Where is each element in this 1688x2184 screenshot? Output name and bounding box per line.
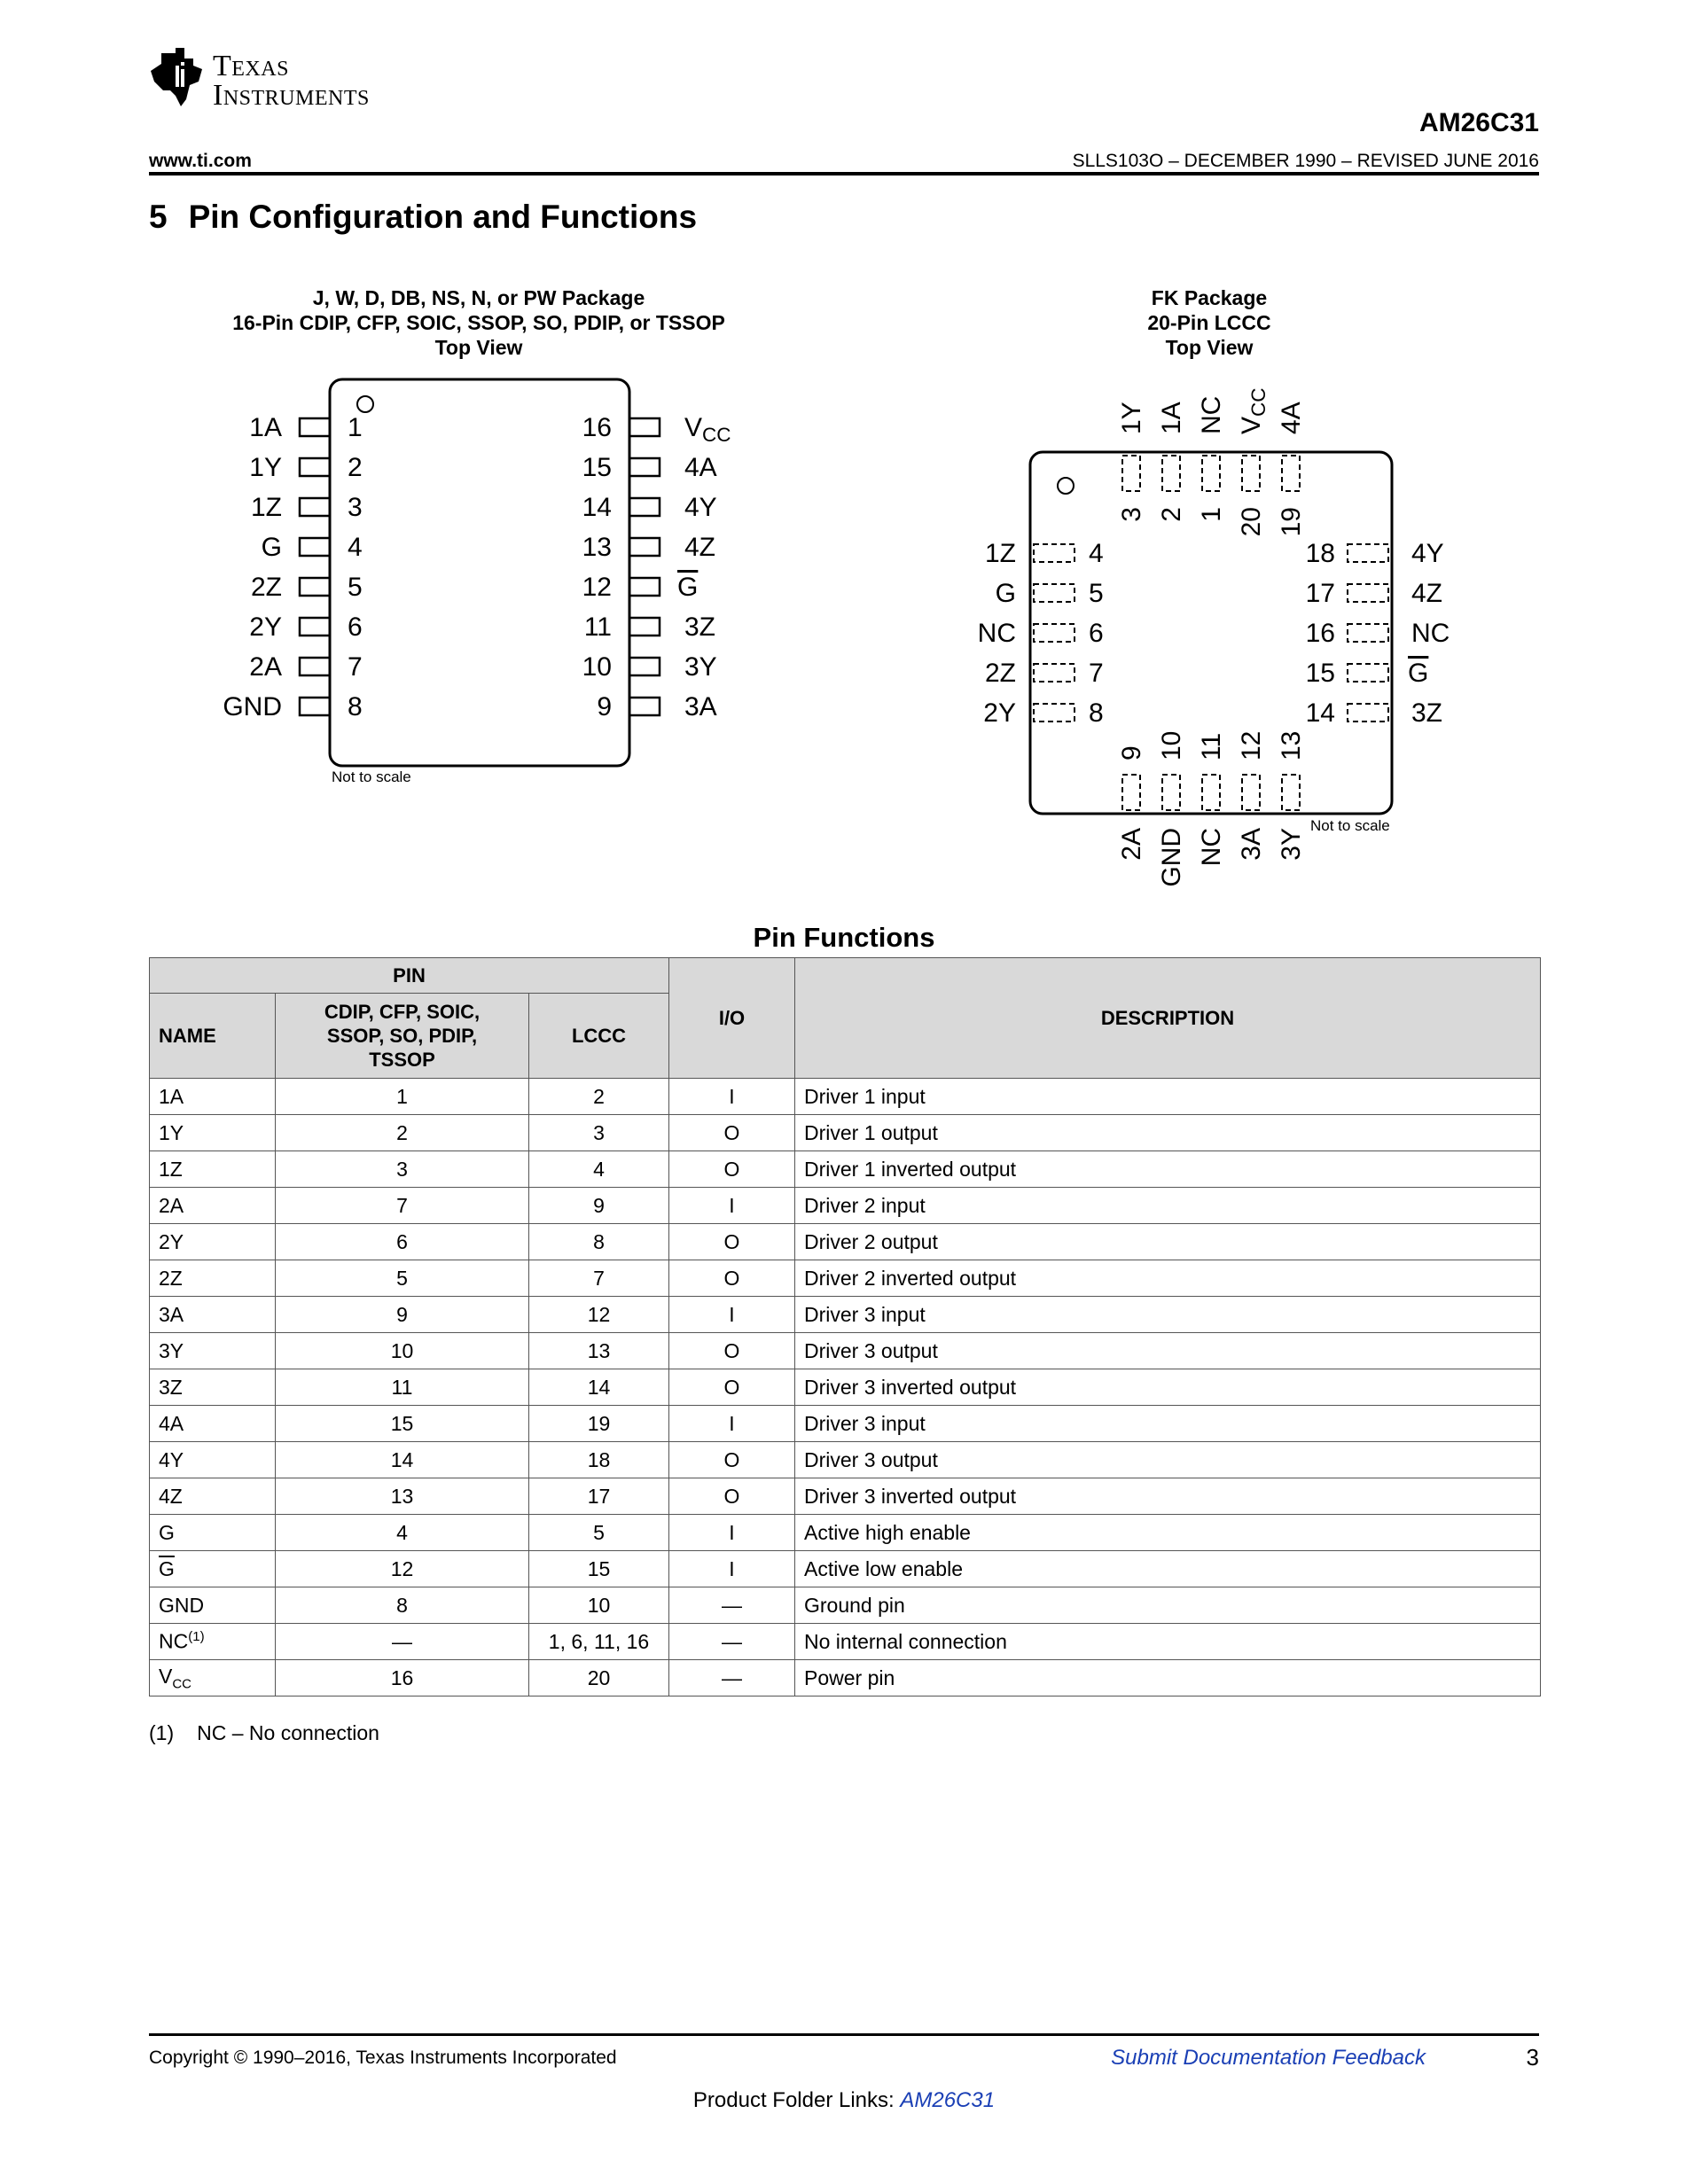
logo-line1: Texas bbox=[213, 50, 289, 82]
pin-name-cell: G bbox=[150, 1515, 276, 1551]
fk-pin-name: 1Z bbox=[984, 539, 1016, 568]
dip-pin-lead bbox=[300, 698, 330, 715]
dip-pin-lead bbox=[629, 458, 660, 476]
dip-pin-group bbox=[223, 413, 731, 722]
io-cell: O bbox=[669, 1478, 795, 1515]
lccc-pin-cell: 10 bbox=[529, 1587, 669, 1624]
dip-pin-cell: 15 bbox=[276, 1406, 529, 1442]
lccc-pin-cell: 3 bbox=[529, 1115, 669, 1151]
pin-name-cell: 2Z bbox=[150, 1260, 276, 1297]
io-cell: I bbox=[669, 1188, 795, 1224]
dip-pin-name: 3Z bbox=[684, 612, 716, 642]
fk-pin-name: 2A bbox=[1117, 828, 1146, 861]
dip-pin-number: 13 bbox=[582, 533, 612, 562]
dip-pin-cell: 1 bbox=[276, 1079, 529, 1115]
table-row bbox=[150, 1151, 1541, 1188]
dip-pin-name: 1Z bbox=[250, 493, 282, 522]
io-cell: O bbox=[669, 1333, 795, 1369]
page-number: 3 bbox=[1526, 2044, 1539, 2071]
table-row bbox=[150, 1406, 1541, 1442]
io-cell: — bbox=[669, 1624, 795, 1660]
product-links-label: Product Folder Links: bbox=[692, 2088, 901, 2112]
description-cell: Ground pin bbox=[795, 1587, 1541, 1624]
fk-pin-group bbox=[978, 387, 1450, 886]
pin-name-cell: 3A bbox=[150, 1297, 276, 1333]
description-cell: No internal connection bbox=[795, 1624, 1541, 1660]
fk-pin-pad bbox=[1348, 624, 1388, 642]
fk-pin-name: 3Z bbox=[1411, 698, 1443, 728]
io-cell: — bbox=[669, 1660, 795, 1696]
dip-pin-cell: 7 bbox=[276, 1188, 529, 1224]
dip-pin-name: 1A bbox=[249, 413, 282, 442]
description-cell: Driver 2 input bbox=[795, 1188, 1541, 1224]
lccc-pin-cell: 7 bbox=[529, 1260, 669, 1297]
dip-pin-cell: 12 bbox=[276, 1551, 529, 1587]
fk-pin-name: G bbox=[995, 579, 1016, 608]
dip-pin-name: 4Z bbox=[684, 533, 716, 562]
fk-pin-pad bbox=[1034, 704, 1075, 722]
description-cell: Active low enable bbox=[795, 1551, 1541, 1587]
lccc-pin-cell: 18 bbox=[529, 1442, 669, 1478]
dip-title-line2: 16-Pin CDIP, CFP, SOIC, SSOP, SO, PDIP, or TSSOP bbox=[232, 311, 725, 334]
pin-name-cell: 3Y bbox=[150, 1333, 276, 1369]
dip-header-line3: TSSOP bbox=[369, 1049, 435, 1071]
dip-not-to-scale: Not to scale bbox=[332, 768, 411, 785]
fk-pin-pad bbox=[1282, 775, 1300, 810]
dip-pin-number: 1 bbox=[348, 413, 363, 442]
lccc-pin-cell: 15 bbox=[529, 1551, 669, 1587]
copyright: Copyright © 1990–2016, Texas Instruments Incorporated bbox=[149, 2048, 617, 2068]
lccc-pin-cell: 2 bbox=[529, 1079, 669, 1115]
pin-functions-table bbox=[149, 957, 1541, 1696]
dip-pin-lead bbox=[629, 538, 660, 556]
fk-pin-pad bbox=[1034, 544, 1075, 562]
fk-pin-number: 19 bbox=[1277, 507, 1306, 537]
dip-pin-lead bbox=[629, 698, 660, 715]
table-row bbox=[150, 1515, 1541, 1551]
fk-pin-pad bbox=[1348, 664, 1388, 682]
lccc-pin-cell: 9 bbox=[529, 1188, 669, 1224]
dip-pin-lead bbox=[629, 658, 660, 675]
dip-pin-name: 3A bbox=[684, 692, 717, 722]
footnote-text: NC – No connection bbox=[197, 1721, 379, 1744]
dip-pin-name: $V_{CC}$ bbox=[684, 413, 731, 446]
io-cell: O bbox=[669, 1369, 795, 1406]
fk-pin-pad bbox=[1162, 456, 1180, 491]
dip-pin-lead bbox=[629, 418, 660, 436]
description-cell: Driver 2 output bbox=[795, 1224, 1541, 1260]
fk-pin-number: 2 bbox=[1157, 507, 1186, 522]
fk-pin-pad bbox=[1348, 544, 1388, 562]
io-cell: I bbox=[669, 1297, 795, 1333]
fk-pin-number: 14 bbox=[1305, 698, 1335, 728]
dip-pin-number: 11 bbox=[583, 612, 612, 642]
pin-name-cell: 4Y bbox=[150, 1442, 276, 1478]
fk-pin-name: 3Y bbox=[1277, 828, 1306, 861]
fk-pin-number: 15 bbox=[1305, 659, 1335, 688]
fk-title-line2: 20-Pin LCCC bbox=[1147, 311, 1271, 334]
pin-functions-body bbox=[150, 1079, 1541, 1696]
fk-pin-name: $V_{CC}$ bbox=[1237, 387, 1270, 434]
dip-pin-cell: 3 bbox=[276, 1151, 529, 1188]
description-cell: Power pin bbox=[795, 1660, 1541, 1696]
description-cell: Active high enable bbox=[795, 1515, 1541, 1551]
fk-pin-pad bbox=[1202, 775, 1220, 810]
fk-pin-name: 4A bbox=[1277, 402, 1306, 434]
revision-info: SLLS103O – DECEMBER 1990 – REVISED JUNE 2016 bbox=[1072, 151, 1539, 171]
fk-pin-number: 16 bbox=[1305, 619, 1335, 648]
fk-pin-pad bbox=[1282, 456, 1300, 491]
fk-pin-name: NC bbox=[1197, 828, 1226, 867]
section-heading: Pin Configuration and Functions bbox=[188, 199, 698, 235]
lccc-pin-cell: 17 bbox=[529, 1478, 669, 1515]
dip-pin-cell: 13 bbox=[276, 1478, 529, 1515]
description-cell: Driver 3 inverted output bbox=[795, 1478, 1541, 1515]
table-row bbox=[150, 1624, 1541, 1660]
io-cell: I bbox=[669, 1515, 795, 1551]
product-link[interactable]: AM26C31 bbox=[900, 2088, 996, 2112]
fk-pin-pad bbox=[1242, 456, 1260, 491]
fk-pin-number: 7 bbox=[1089, 659, 1104, 688]
dip-pin-number: 4 bbox=[348, 533, 363, 562]
fk-pin-number: 6 bbox=[1089, 619, 1104, 648]
pin-name-cell: 1Z bbox=[150, 1151, 276, 1188]
fk-pin-name: NC bbox=[1411, 619, 1450, 648]
fk-pin-pad bbox=[1162, 775, 1180, 810]
io-cell: O bbox=[669, 1151, 795, 1188]
fk-pin-name: NC bbox=[977, 619, 1016, 648]
fk-title-line1: FK Package bbox=[1151, 286, 1268, 309]
dip-pin1-marker bbox=[357, 396, 373, 412]
dip-pin-lead bbox=[300, 578, 330, 596]
pin-name-cell: 1A bbox=[150, 1079, 276, 1115]
dip-pin-name: 2A bbox=[249, 652, 282, 682]
lccc-pin-cell: 19 bbox=[529, 1406, 669, 1442]
dip-pin-lead bbox=[300, 458, 330, 476]
dip-pin-cell: 6 bbox=[276, 1224, 529, 1260]
pin-header: PIN bbox=[150, 958, 669, 994]
description-cell: Driver 3 input bbox=[795, 1406, 1541, 1442]
fk-pin-name: G bbox=[1408, 659, 1429, 688]
fk-pin1-marker bbox=[1058, 478, 1074, 494]
dip-pin-number: 14 bbox=[582, 493, 612, 522]
pin-name-cell: 2Y bbox=[150, 1224, 276, 1260]
dip-pin-cell: 9 bbox=[276, 1297, 529, 1333]
fk-pin-number: 8 bbox=[1089, 698, 1104, 728]
table-row bbox=[150, 1260, 1541, 1297]
description-cell: Driver 3 output bbox=[795, 1442, 1541, 1478]
footnote-mark: (1) bbox=[149, 1721, 175, 1744]
fk-pin-name: 1A bbox=[1157, 402, 1186, 434]
description-cell: Driver 3 output bbox=[795, 1333, 1541, 1369]
fk-pin-pad bbox=[1034, 664, 1075, 682]
pinout-diagrams bbox=[0, 0, 1688, 904]
dip-pin-number: 15 bbox=[582, 453, 612, 482]
fk-pin-number: 20 bbox=[1237, 507, 1266, 537]
description-cell: Driver 3 inverted output bbox=[795, 1369, 1541, 1406]
pin-name-cell: $V_{CC}$ bbox=[150, 1660, 276, 1696]
fk-pin-number: 11 bbox=[1197, 732, 1226, 760]
dip-pin-number: 6 bbox=[348, 612, 363, 642]
dip-pin-lead bbox=[300, 418, 330, 436]
dip-pin-lead bbox=[629, 618, 660, 636]
dip-pin-number: 12 bbox=[582, 573, 612, 602]
dip-pin-cell: — bbox=[276, 1624, 529, 1660]
fk-pin-pad bbox=[1348, 584, 1388, 602]
dip-pin-cell: 16 bbox=[276, 1660, 529, 1696]
fk-pin-pad bbox=[1202, 456, 1220, 491]
table-row bbox=[150, 1115, 1541, 1151]
io-cell: I bbox=[669, 1406, 795, 1442]
fk-pin-pad bbox=[1242, 775, 1260, 810]
fk-pin-pad bbox=[1348, 704, 1388, 722]
fk-title-line3: Top View bbox=[1165, 336, 1254, 359]
io-cell: O bbox=[669, 1115, 795, 1151]
dip-pin-name: 2Y bbox=[249, 612, 282, 642]
dip-pin-number: 2 bbox=[348, 453, 363, 482]
fk-pin-name: 3A bbox=[1237, 828, 1266, 861]
io-cell: — bbox=[669, 1587, 795, 1624]
fk-pin-name: GND bbox=[1157, 828, 1186, 887]
table-row bbox=[150, 1333, 1541, 1369]
dip-pin-name: G bbox=[677, 573, 699, 602]
dip-header-line2: SSOP, SO, PDIP, bbox=[326, 1025, 478, 1047]
dip-pin-lead bbox=[300, 618, 330, 636]
lccc-pin-cell: 12 bbox=[529, 1297, 669, 1333]
description-cell: Driver 1 inverted output bbox=[795, 1151, 1541, 1188]
dip-pin-name: 1Y bbox=[249, 453, 282, 482]
fk-pin-name: NC bbox=[1197, 395, 1226, 434]
fk-pin-pad bbox=[1034, 584, 1075, 602]
fk-pin-number: 9 bbox=[1117, 745, 1146, 760]
dip-pin-name: 4A bbox=[684, 453, 717, 482]
description-cell: Driver 1 output bbox=[795, 1115, 1541, 1151]
table-footnote bbox=[149, 1721, 379, 1745]
dip-pin-cell: 11 bbox=[276, 1369, 529, 1406]
lccc-pin-cell: 20 bbox=[529, 1660, 669, 1696]
pin-name-cell: 4Z bbox=[150, 1478, 276, 1515]
description-cell: Driver 2 inverted output bbox=[795, 1260, 1541, 1297]
lccc-pin-cell: 1, 6, 11, 16 bbox=[529, 1624, 669, 1660]
lccc-pin-cell: 5 bbox=[529, 1515, 669, 1551]
fk-pin-number: 13 bbox=[1277, 730, 1306, 760]
dip-pin-lead bbox=[300, 658, 330, 675]
fk-pin-name: 4Y bbox=[1411, 539, 1444, 568]
dip-pin-cell: 14 bbox=[276, 1442, 529, 1478]
pin-name-cell: 4A bbox=[150, 1406, 276, 1442]
dip-header-line1: CDIP, CFP, SOIC, bbox=[324, 1001, 481, 1023]
dip-pin-cell: 8 bbox=[276, 1587, 529, 1624]
fk-pin-number: 3 bbox=[1117, 507, 1146, 522]
dip-pin-name: 2Z bbox=[250, 573, 282, 602]
lccc-pin-cell: 4 bbox=[529, 1151, 669, 1188]
footer-rule bbox=[149, 2033, 1539, 2036]
name-header: NAME bbox=[150, 994, 276, 1079]
dip-pin-lead bbox=[629, 498, 660, 516]
io-cell: O bbox=[669, 1442, 795, 1478]
dip-pin-lead bbox=[300, 538, 330, 556]
table-row bbox=[150, 1660, 1541, 1696]
fk-pin-pad bbox=[1122, 775, 1140, 810]
fk-pin-number: 4 bbox=[1089, 539, 1104, 568]
fk-pin-pad bbox=[1122, 456, 1140, 491]
dip-pin-cell: 4 bbox=[276, 1515, 529, 1551]
website-link[interactable]: www.ti.com bbox=[149, 151, 252, 171]
dip-title-line3: Top View bbox=[434, 336, 523, 359]
lccc-header: LCCC bbox=[529, 994, 669, 1079]
fk-pin-name: 2Y bbox=[983, 698, 1016, 728]
table-row bbox=[150, 1188, 1541, 1224]
dip-pin-cell: 5 bbox=[276, 1260, 529, 1297]
dip-pin-cell: 2 bbox=[276, 1115, 529, 1151]
table-row bbox=[150, 1297, 1541, 1333]
submit-feedback-link[interactable]: Submit Documentation Feedback bbox=[1111, 2046, 1426, 2070]
dip-pin-lead bbox=[629, 578, 660, 596]
fk-pin-pad bbox=[1034, 624, 1075, 642]
pin-name-cell: NC$^{(1)}$ bbox=[150, 1624, 276, 1660]
description-cell: Driver 3 input bbox=[795, 1297, 1541, 1333]
fk-pin-name: 4Z bbox=[1411, 579, 1443, 608]
dip-pin-number: 5 bbox=[348, 573, 363, 602]
io-cell: I bbox=[669, 1551, 795, 1587]
table-row bbox=[150, 1478, 1541, 1515]
doc-part-number: AM26C31 bbox=[1418, 108, 1539, 137]
fk-pin-name: 2Z bbox=[984, 659, 1016, 688]
fk-pin-number: 5 bbox=[1089, 579, 1104, 608]
io-header: I/O bbox=[669, 958, 795, 1079]
io-cell: I bbox=[669, 1079, 795, 1115]
pin-name-cell: 2A bbox=[150, 1188, 276, 1224]
lccc-pin-cell: 13 bbox=[529, 1333, 669, 1369]
dip-pin-name: 4Y bbox=[684, 493, 717, 522]
lccc-pin-cell: 8 bbox=[529, 1224, 669, 1260]
pin-name-cell: 1Y bbox=[150, 1115, 276, 1151]
pin-name-cell: $\overline{G}$ bbox=[150, 1551, 276, 1587]
table-row bbox=[150, 1079, 1541, 1115]
dip-pin-number: 16 bbox=[582, 413, 612, 442]
section-number: 5 bbox=[149, 199, 168, 235]
fk-not-to-scale: Not to scale bbox=[1310, 817, 1390, 834]
fk-pin-number: 12 bbox=[1237, 730, 1266, 760]
fk-pin-number: 10 bbox=[1157, 730, 1186, 760]
dip-pin-number: 10 bbox=[582, 652, 612, 682]
dip-pin-name: 3Y bbox=[684, 652, 717, 682]
dip-pin-name: G bbox=[261, 533, 282, 562]
product-folder-links bbox=[0, 2088, 1688, 2113]
pin-name-cell: GND bbox=[150, 1587, 276, 1624]
table-row bbox=[150, 1442, 1541, 1478]
io-cell: O bbox=[669, 1224, 795, 1260]
table-row bbox=[150, 1587, 1541, 1624]
description-header: DESCRIPTION bbox=[795, 958, 1541, 1079]
pin-name-cell: 3Z bbox=[150, 1369, 276, 1406]
description-cell: Driver 1 input bbox=[795, 1079, 1541, 1115]
logo-line2: Instruments bbox=[213, 79, 370, 112]
table-row bbox=[150, 1369, 1541, 1406]
dip-title-line1: J, W, D, DB, NS, N, or PW Package bbox=[312, 286, 645, 309]
lccc-pin-cell: 14 bbox=[529, 1369, 669, 1406]
dip-pin-number: 3 bbox=[348, 493, 363, 522]
dip-pin-lead bbox=[300, 498, 330, 516]
fk-pin-number: 18 bbox=[1305, 539, 1335, 568]
dip-pin-name: GND bbox=[223, 692, 282, 722]
io-cell: O bbox=[669, 1260, 795, 1297]
fk-pin-name: 1Y bbox=[1117, 402, 1146, 434]
fk-pin-number: 1 bbox=[1197, 507, 1226, 522]
dip-header bbox=[276, 994, 529, 1079]
dip-pin-number: 8 bbox=[348, 692, 363, 722]
dip-pin-cell: 10 bbox=[276, 1333, 529, 1369]
dip-pin-number: 9 bbox=[597, 692, 612, 722]
dip-pin-number: 7 bbox=[348, 652, 363, 682]
fk-pin-number: 17 bbox=[1305, 579, 1335, 608]
table-row bbox=[150, 1551, 1541, 1587]
table-row bbox=[150, 1224, 1541, 1260]
pin-functions-title: Pin Functions bbox=[753, 922, 935, 953]
